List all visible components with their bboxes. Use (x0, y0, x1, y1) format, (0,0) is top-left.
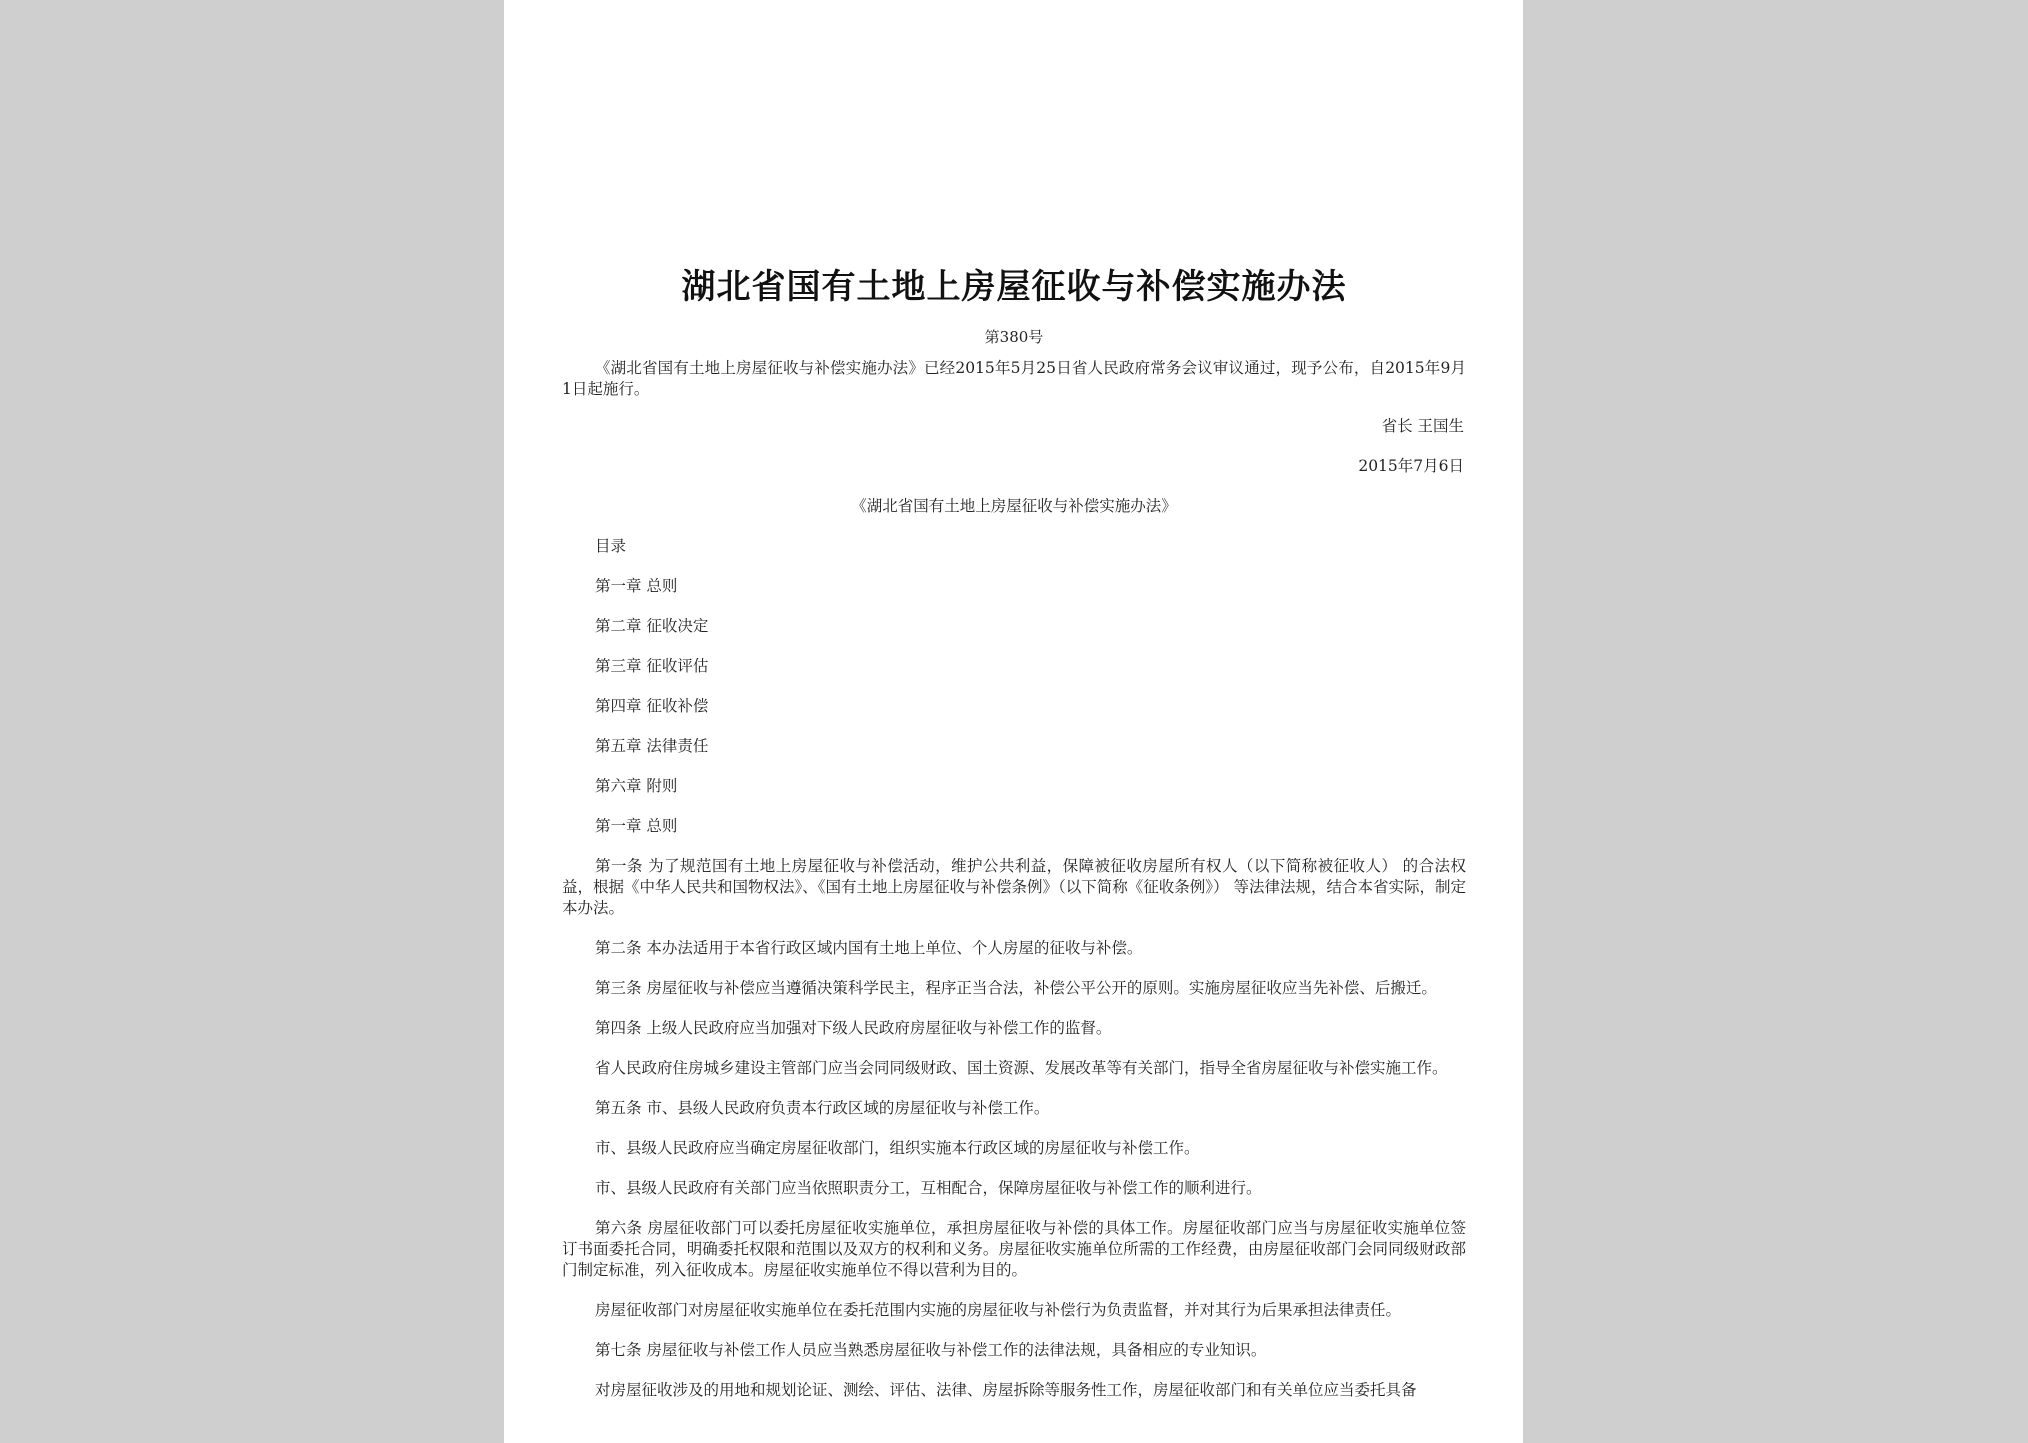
toc-item: 第四章 征收补偿 (595, 697, 709, 715)
article-paragraph: 第一条 为了规范国有土地上房屋征收与补偿活动，维护公共利益，保障被征收房屋所有权人（以下简称被征收人） 的合法权益，根据《中华人民共和国物权法》、《国有土地上房屋征收与补偿条例》（以下简称《征收条例》） 等法律法规，结合本省实际，制定本办法。 (562, 857, 1466, 917)
toc-item: 第六章 附则 (595, 777, 678, 795)
toc-heading: 目录 (595, 537, 627, 555)
document-page (504, 0, 1523, 1443)
publish-date: 2015年7月6日 (1358, 457, 1464, 475)
article-paragraph: 对房屋征收涉及的用地和规划论证、测绘、评估、法律、房屋拆除等服务性工作，房屋征收部门和有关单位应当委托具备 (595, 1381, 1417, 1399)
article-paragraph: 第五条 市、县级人民政府负责本行政区域的房屋征收与补偿工作。 (595, 1099, 1050, 1117)
article-paragraph: 房屋征收部门对房屋征收实施单位在委托范围内实施的房屋征收与补偿行为负责监督，并对其行为后果承担法律责任。 (595, 1301, 1402, 1319)
article-paragraph: 第二条 本办法适用于本省行政区域内国有土地上单位、个人房屋的征收与补偿。 (595, 939, 1143, 957)
article-paragraph: 省人民政府住房城乡建设主管部门应当会同同级财政、国土资源、发展改革等有关部门，指导全省房屋征收与补偿实施工作。 (595, 1059, 1448, 1077)
article-paragraph: 市、县级人民政府应当确定房屋征收部门，组织实施本行政区域的房屋征收与补偿工作。 (595, 1139, 1200, 1157)
article-paragraph: 第七条 房屋征收与补偿工作人员应当熟悉房屋征收与补偿工作的法律法规，具备相应的专业知识。 (595, 1341, 1267, 1359)
signature: 省长 王国生 (1381, 417, 1464, 435)
article-paragraph: 第六条 房屋征收部门可以委托房屋征收实施单位，承担房屋征收与补偿的具体工作。房屋征收部门应当与房屋征收实施单位签订书面委托合同，明确委托权限和范围以及双方的权利和义务。房屋征收实施单位所需的工作经费，由房屋征收部门会同同级财政部门制定标准，列入征收成本。房屋征收实施单位不得以营利为目的。 (562, 1219, 1466, 1279)
chapter-heading: 第一章 总则 (595, 817, 678, 835)
toc-item: 第二章 征收决定 (595, 617, 709, 635)
toc-item: 第三章 征收评估 (595, 657, 709, 675)
article-paragraph: 市、县级人民政府有关部门应当依照职责分工，互相配合，保障房屋征收与补偿工作的顺利进行。 (595, 1179, 1262, 1197)
intro-paragraph: 《湖北省国有土地上房屋征收与补偿实施办法》已经2015年5月25日省人民政府常务会议审议通过，现予公布，自2015年9月1日起施行。 (562, 359, 1466, 398)
document-title: 湖北省国有土地上房屋征收与补偿实施办法 (681, 267, 1347, 307)
document-subtitle: 《湖北省国有土地上房屋征收与补偿实施办法》 (851, 497, 1177, 515)
article-paragraph: 第四条 上级人民政府应当加强对下级人民政府房屋征收与补偿工作的监督。 (595, 1019, 1112, 1037)
document-content (562, 262, 1466, 1401)
toc-item: 第一章 总则 (595, 577, 678, 595)
toc-item: 第五章 法律责任 (595, 737, 709, 755)
article-paragraph: 第三条 房屋征收与补偿应当遵循决策科学民主，程序正当合法，补偿公平公开的原则。实施房屋征收应当先补偿、后搬迁。 (595, 979, 1437, 997)
document-number: 第380号 (984, 328, 1044, 346)
